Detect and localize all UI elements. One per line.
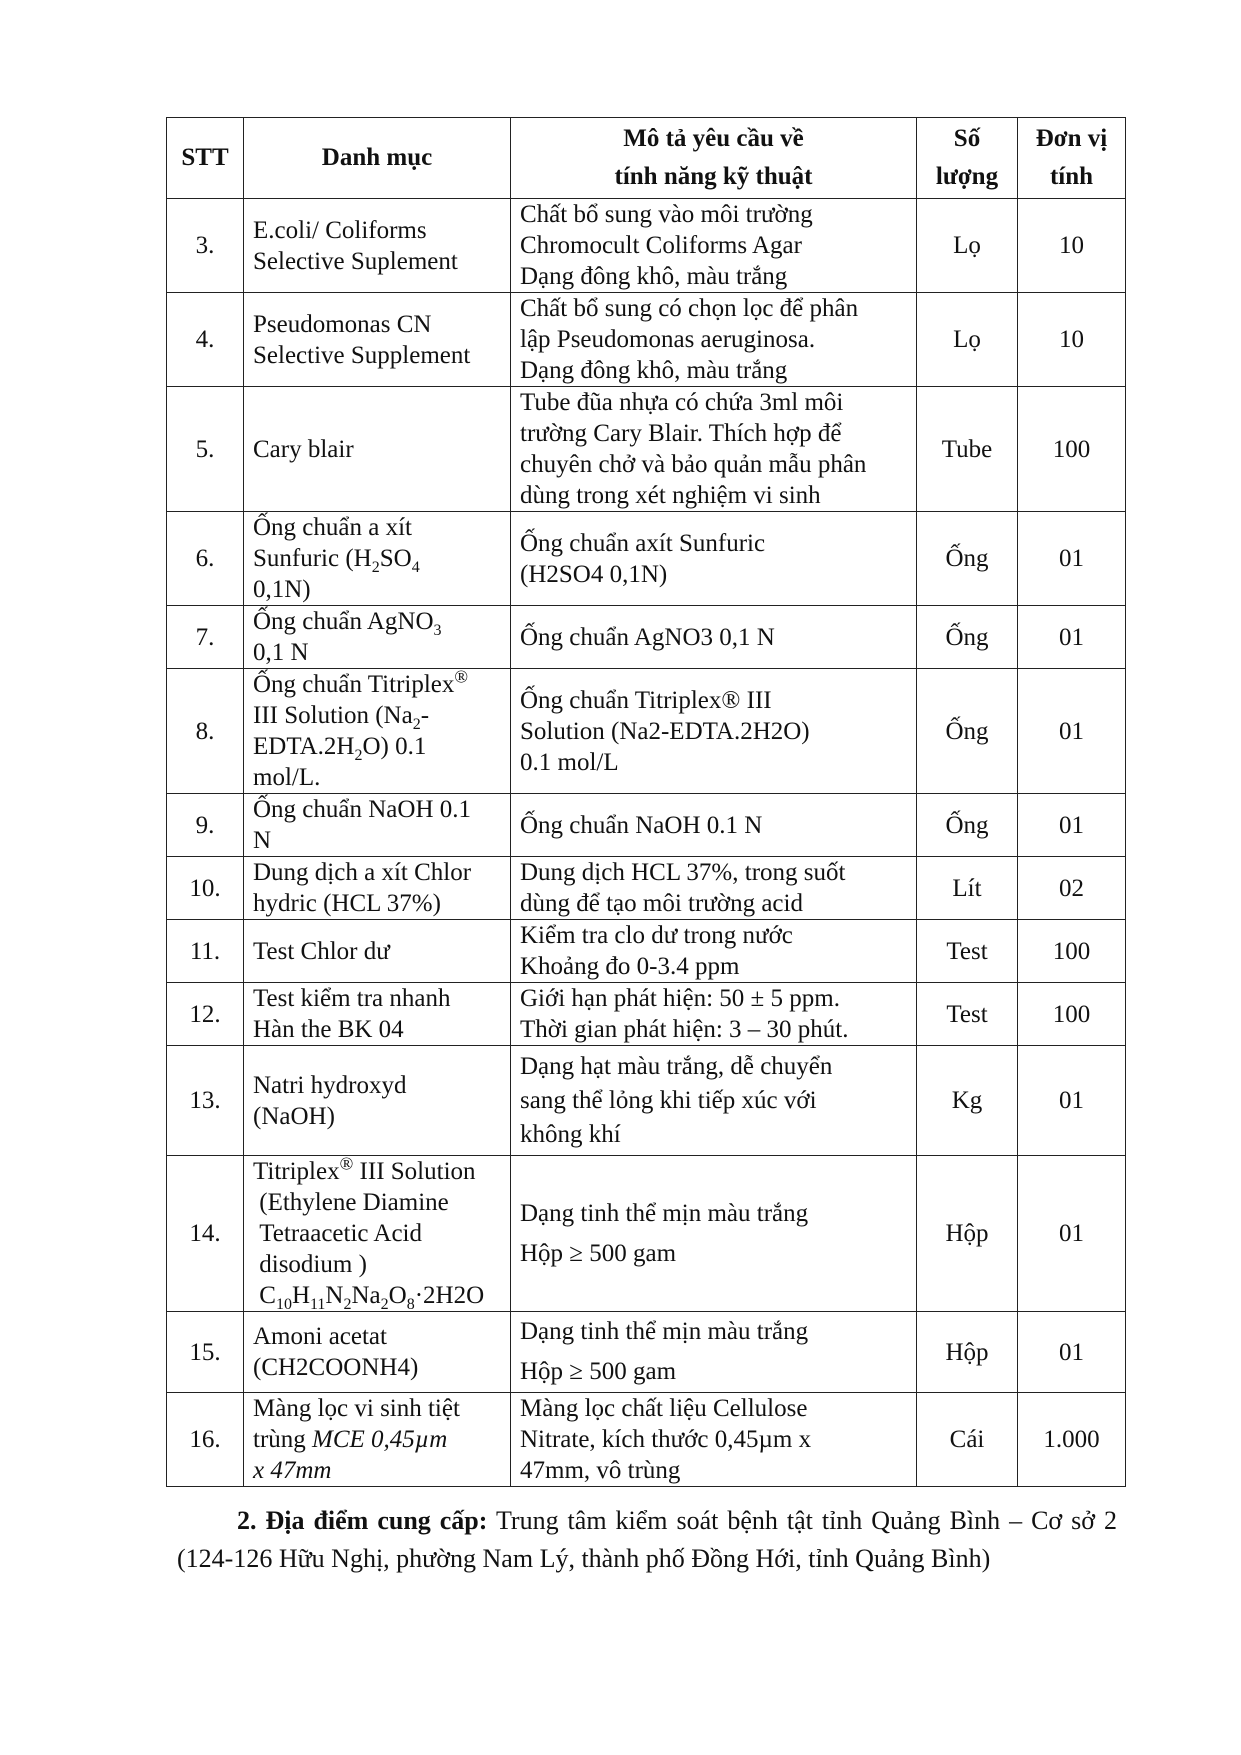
category-line: 0,1 N (253, 639, 309, 666)
row-quantity: 01 (1018, 1312, 1126, 1393)
row-stt: 16. (167, 1393, 244, 1487)
category-text: III Solution (353, 1158, 476, 1185)
category-line: hydric (HCL 37%) (253, 890, 441, 917)
subscript: 3 (433, 622, 442, 639)
row-quantity: 01 (1018, 794, 1126, 857)
registered-mark: ® (339, 1153, 354, 1174)
row-stt: 9. (167, 794, 244, 857)
category-line: III Solution (Na (253, 702, 413, 729)
row-description (511, 983, 917, 1046)
subscript: 11 (310, 1296, 326, 1313)
row-unit: Lít (917, 857, 1018, 920)
header-unit (1018, 118, 1126, 199)
row-stt: 4. (167, 293, 244, 387)
row-unit: Test (917, 920, 1018, 983)
row-quantity: 01 (1018, 606, 1126, 669)
category-line: disodium ) (259, 1251, 367, 1278)
row-unit: Cái (917, 1393, 1018, 1487)
row-description (511, 1156, 917, 1312)
category-text: - (420, 702, 430, 729)
row-category (244, 1393, 511, 1487)
category-line: Ống chuẩn AgNO (253, 608, 434, 635)
category-line: Test kiểm tra nhanh (253, 985, 451, 1012)
table-row (167, 387, 1126, 512)
row-unit: Test (917, 983, 1018, 1046)
row-description: Ống chuẩn AgNO3 0,1 N (511, 606, 917, 669)
header-unit-line2: tính (1049, 163, 1094, 190)
category-italic: x 47mm (253, 1457, 332, 1484)
subscript: 4 (411, 559, 420, 576)
formula-element: 2H2O (423, 1282, 485, 1309)
row-stt: 5. (167, 387, 244, 512)
row-category (244, 666, 511, 794)
table-row (167, 1393, 1126, 1487)
row-quantity: 01 (1018, 669, 1126, 794)
header-quantity (917, 118, 1018, 199)
row-stt: 15. (167, 1312, 244, 1393)
table-row (167, 857, 1126, 920)
category-line: N (253, 827, 272, 854)
row-stt: 8. (167, 669, 244, 794)
category-line: Dung dịch a xít Chlor (253, 859, 472, 886)
row-stt: 11. (167, 920, 244, 983)
description-line: Hộp ≥ 500 gam (520, 1358, 677, 1385)
table-row (167, 1312, 1126, 1393)
delivery-location-text: Trung tâm kiểm soát bệnh tật tỉnh Quảng Bình – Cơ sở 2 (124-126 Hữu Nghị, phường Nam Lý, thành phố Đồng Hới, tỉnh Quảng Bình) (177, 1506, 1118, 1573)
row-category: Cary blair (244, 387, 511, 512)
subscript: 8 (406, 1296, 415, 1313)
subscript: 2 (343, 1296, 352, 1313)
row-category (244, 606, 511, 669)
table-row (167, 669, 1126, 794)
category-text: O) 0.1 (362, 733, 427, 760)
row-description (511, 1312, 917, 1393)
category-line: Ống chuẩn NaOH 0.1 (253, 796, 472, 823)
description-line: Solution (Na2-EDTA.2H2O) (520, 717, 810, 745)
description-line: Ống chuẩn axít Sunfuric (520, 529, 766, 557)
row-stt: 3. (167, 199, 244, 293)
header-category: Danh mục (244, 118, 511, 199)
description-line: dùng để tạo môi trường acid (520, 890, 803, 917)
description-line: Dạng hạt màu trắng, dễ chuyển (520, 1052, 833, 1080)
row-category (244, 293, 511, 387)
delivery-location-paragraph (177, 1502, 1117, 1578)
category-line: Ống chuẩn a xít (253, 514, 412, 541)
category-line: trùng (253, 1426, 313, 1453)
row-quantity: 100 (1018, 387, 1126, 512)
description-line: Nitrate, kích thước 0,45µm x (520, 1426, 812, 1453)
row-description (511, 199, 917, 293)
description-line: Chất bổ sung vào môi trường (520, 201, 813, 228)
row-quantity: 01 (1018, 1156, 1126, 1312)
row-stt: 12. (167, 983, 244, 1046)
header-unit-line1: Đơn vị (1035, 125, 1108, 152)
category-line: (CH2COONH4) (253, 1354, 419, 1381)
registered-mark: ® (454, 666, 469, 687)
category-line: EDTA.2H (253, 733, 355, 760)
subscript: 2 (412, 716, 421, 733)
row-description (511, 512, 917, 606)
description-line: 0.1 mol/L (520, 748, 619, 776)
table-header-row (167, 118, 1126, 199)
row-unit: Lọ (917, 293, 1018, 387)
row-unit: Ống (917, 512, 1018, 606)
row-quantity: 10 (1018, 199, 1126, 293)
table-row (167, 293, 1126, 387)
formula-line (259, 1282, 485, 1313)
table-row (167, 1046, 1126, 1156)
subscript: 10 (275, 1296, 292, 1313)
table-row (167, 983, 1126, 1046)
row-category (244, 1312, 511, 1393)
description-line: Dạng đông khô, màu trắng (520, 263, 788, 290)
row-category (244, 1046, 511, 1156)
description-line: (H2SO4 0,1N) (520, 560, 668, 588)
row-description (511, 387, 917, 512)
table-row (167, 199, 1126, 293)
row-quantity: 01 (1018, 1046, 1126, 1156)
description-line: Khoảng đo 0-3.4 ppm (520, 953, 740, 980)
row-category (244, 983, 511, 1046)
category-line: Amoni acetat (253, 1323, 387, 1350)
category-line: Màng lọc vi sinh tiệt (253, 1395, 460, 1422)
header-description-line2: tính năng kỹ thuật (614, 163, 813, 190)
description-line: Chromocult Coliforms Agar (520, 232, 802, 259)
row-stt: 6. (167, 512, 244, 606)
description-line: Hộp ≥ 500 gam (520, 1239, 677, 1267)
description-line: dùng trong xét nghiệm vi sinh (520, 482, 821, 509)
category-line: Tetraacetic Acid (259, 1220, 422, 1247)
category-italic: MCE 0,45µm (312, 1426, 448, 1453)
description-line: Tube đũa nhựa có chứa 3ml môi (520, 389, 844, 416)
row-unit: Ống (917, 606, 1018, 669)
row-unit: Kg (917, 1046, 1018, 1156)
description-line: Chất bổ sung có chọn lọc để phân (520, 295, 859, 322)
row-unit: Ống (917, 794, 1018, 857)
description-line: Kiểm tra clo dư trong nước (520, 922, 793, 949)
row-description (511, 669, 917, 794)
row-description (511, 920, 917, 983)
category-line: Pseudomonas CN (253, 310, 432, 338)
description-line: Màng lọc chất liệu Cellulose (520, 1395, 808, 1422)
formula-element: Na (351, 1282, 381, 1309)
description-line: Ống chuẩn Titriplex® III (520, 686, 772, 714)
row-category (244, 794, 511, 857)
category-line: mol/L. (253, 764, 321, 791)
table-row (167, 794, 1126, 857)
row-quantity: 100 (1018, 983, 1126, 1046)
category-line: Natri hydroxyd (253, 1071, 407, 1099)
subscript: 2 (380, 1296, 389, 1313)
row-description (511, 1393, 917, 1487)
category-line: Titriplex (253, 1158, 340, 1185)
description-line: Dung dịch HCL 37%, trong suốt (520, 859, 846, 886)
category-line: (Ethylene Diamine (259, 1189, 449, 1216)
row-unit: Hộp (917, 1312, 1018, 1393)
items-table (166, 117, 1126, 1487)
subscript: 2 (371, 559, 380, 576)
category-line: 0,1N) (253, 576, 311, 603)
category-line: Sunfuric (H (253, 545, 372, 572)
row-description (511, 293, 917, 387)
table-row (167, 512, 1126, 606)
row-stt: 14. (167, 1156, 244, 1312)
row-quantity: 02 (1018, 857, 1126, 920)
category-line: Hàn the BK 04 (253, 1016, 404, 1043)
subscript: 2 (354, 747, 363, 764)
row-stt: 10. (167, 857, 244, 920)
formula-element: N (325, 1282, 344, 1309)
formula-dot: · (414, 1282, 424, 1309)
description-line: Dạng tinh thể mịn màu trắng (520, 1318, 809, 1345)
row-description: Ống chuẩn NaOH 0.1 N (511, 794, 917, 857)
description-line: Giới hạn phát hiện: 50 ± 5 ppm. (520, 985, 840, 1012)
description-line: lập Pseudomonas aeruginosa. (520, 326, 816, 353)
header-quantity-line2: lượng (935, 163, 999, 190)
row-unit: Hộp (917, 1156, 1018, 1312)
row-stt: 7. (167, 606, 244, 669)
category-line: Ống chuẩn Titriplex (253, 671, 455, 698)
description-line: chuyên chở và bảo quản mẫu phân (520, 451, 867, 478)
formula-element: C (259, 1282, 276, 1309)
category-text: SO (379, 545, 412, 572)
table-row (167, 1156, 1126, 1312)
description-line: 47mm, vô trùng (520, 1457, 681, 1484)
row-unit: Tube (917, 387, 1018, 512)
description-line: không khí (520, 1120, 621, 1148)
description-line: sang thể lỏng khi tiếp xúc với (520, 1086, 817, 1114)
header-description (511, 118, 917, 199)
row-category (244, 857, 511, 920)
category-line: E.coli/ Coliforms (253, 216, 427, 244)
row-unit: Lọ (917, 199, 1018, 293)
delivery-location-label: 2. Địa điểm cung cấp: (237, 1506, 488, 1535)
row-unit: Ống (917, 669, 1018, 794)
row-quantity: 1.000 (1018, 1393, 1126, 1487)
description-line: Dạng tinh thể mịn màu trắng (520, 1199, 809, 1227)
row-category (244, 199, 511, 293)
description-line: Dạng đông khô, màu trắng (520, 357, 788, 384)
formula-element: O (388, 1282, 407, 1309)
row-quantity: 01 (1018, 512, 1126, 606)
category-line: Selective Supplement (253, 341, 471, 369)
category-line: Selective Suplement (253, 247, 458, 275)
row-description (511, 1046, 917, 1156)
row-stt: 13. (167, 1046, 244, 1156)
row-category (244, 512, 511, 606)
description-line: trường Cary Blair. Thích hợp để (520, 420, 842, 447)
table-row (167, 606, 1126, 669)
row-quantity: 10 (1018, 293, 1126, 387)
header-stt: STT (167, 118, 244, 199)
row-category: Test Chlor dư (244, 920, 511, 983)
row-description (511, 857, 917, 920)
table-row (167, 920, 1126, 983)
formula-element: H (291, 1282, 310, 1309)
header-description-line1: Mô tả yêu cầu về (623, 125, 804, 152)
description-line: Thời gian phát hiện: 3 – 30 phút. (520, 1016, 849, 1043)
row-quantity: 100 (1018, 920, 1126, 983)
row-category (244, 1153, 511, 1313)
header-quantity-line1: Số (953, 125, 981, 152)
category-line: (NaOH) (253, 1102, 335, 1130)
